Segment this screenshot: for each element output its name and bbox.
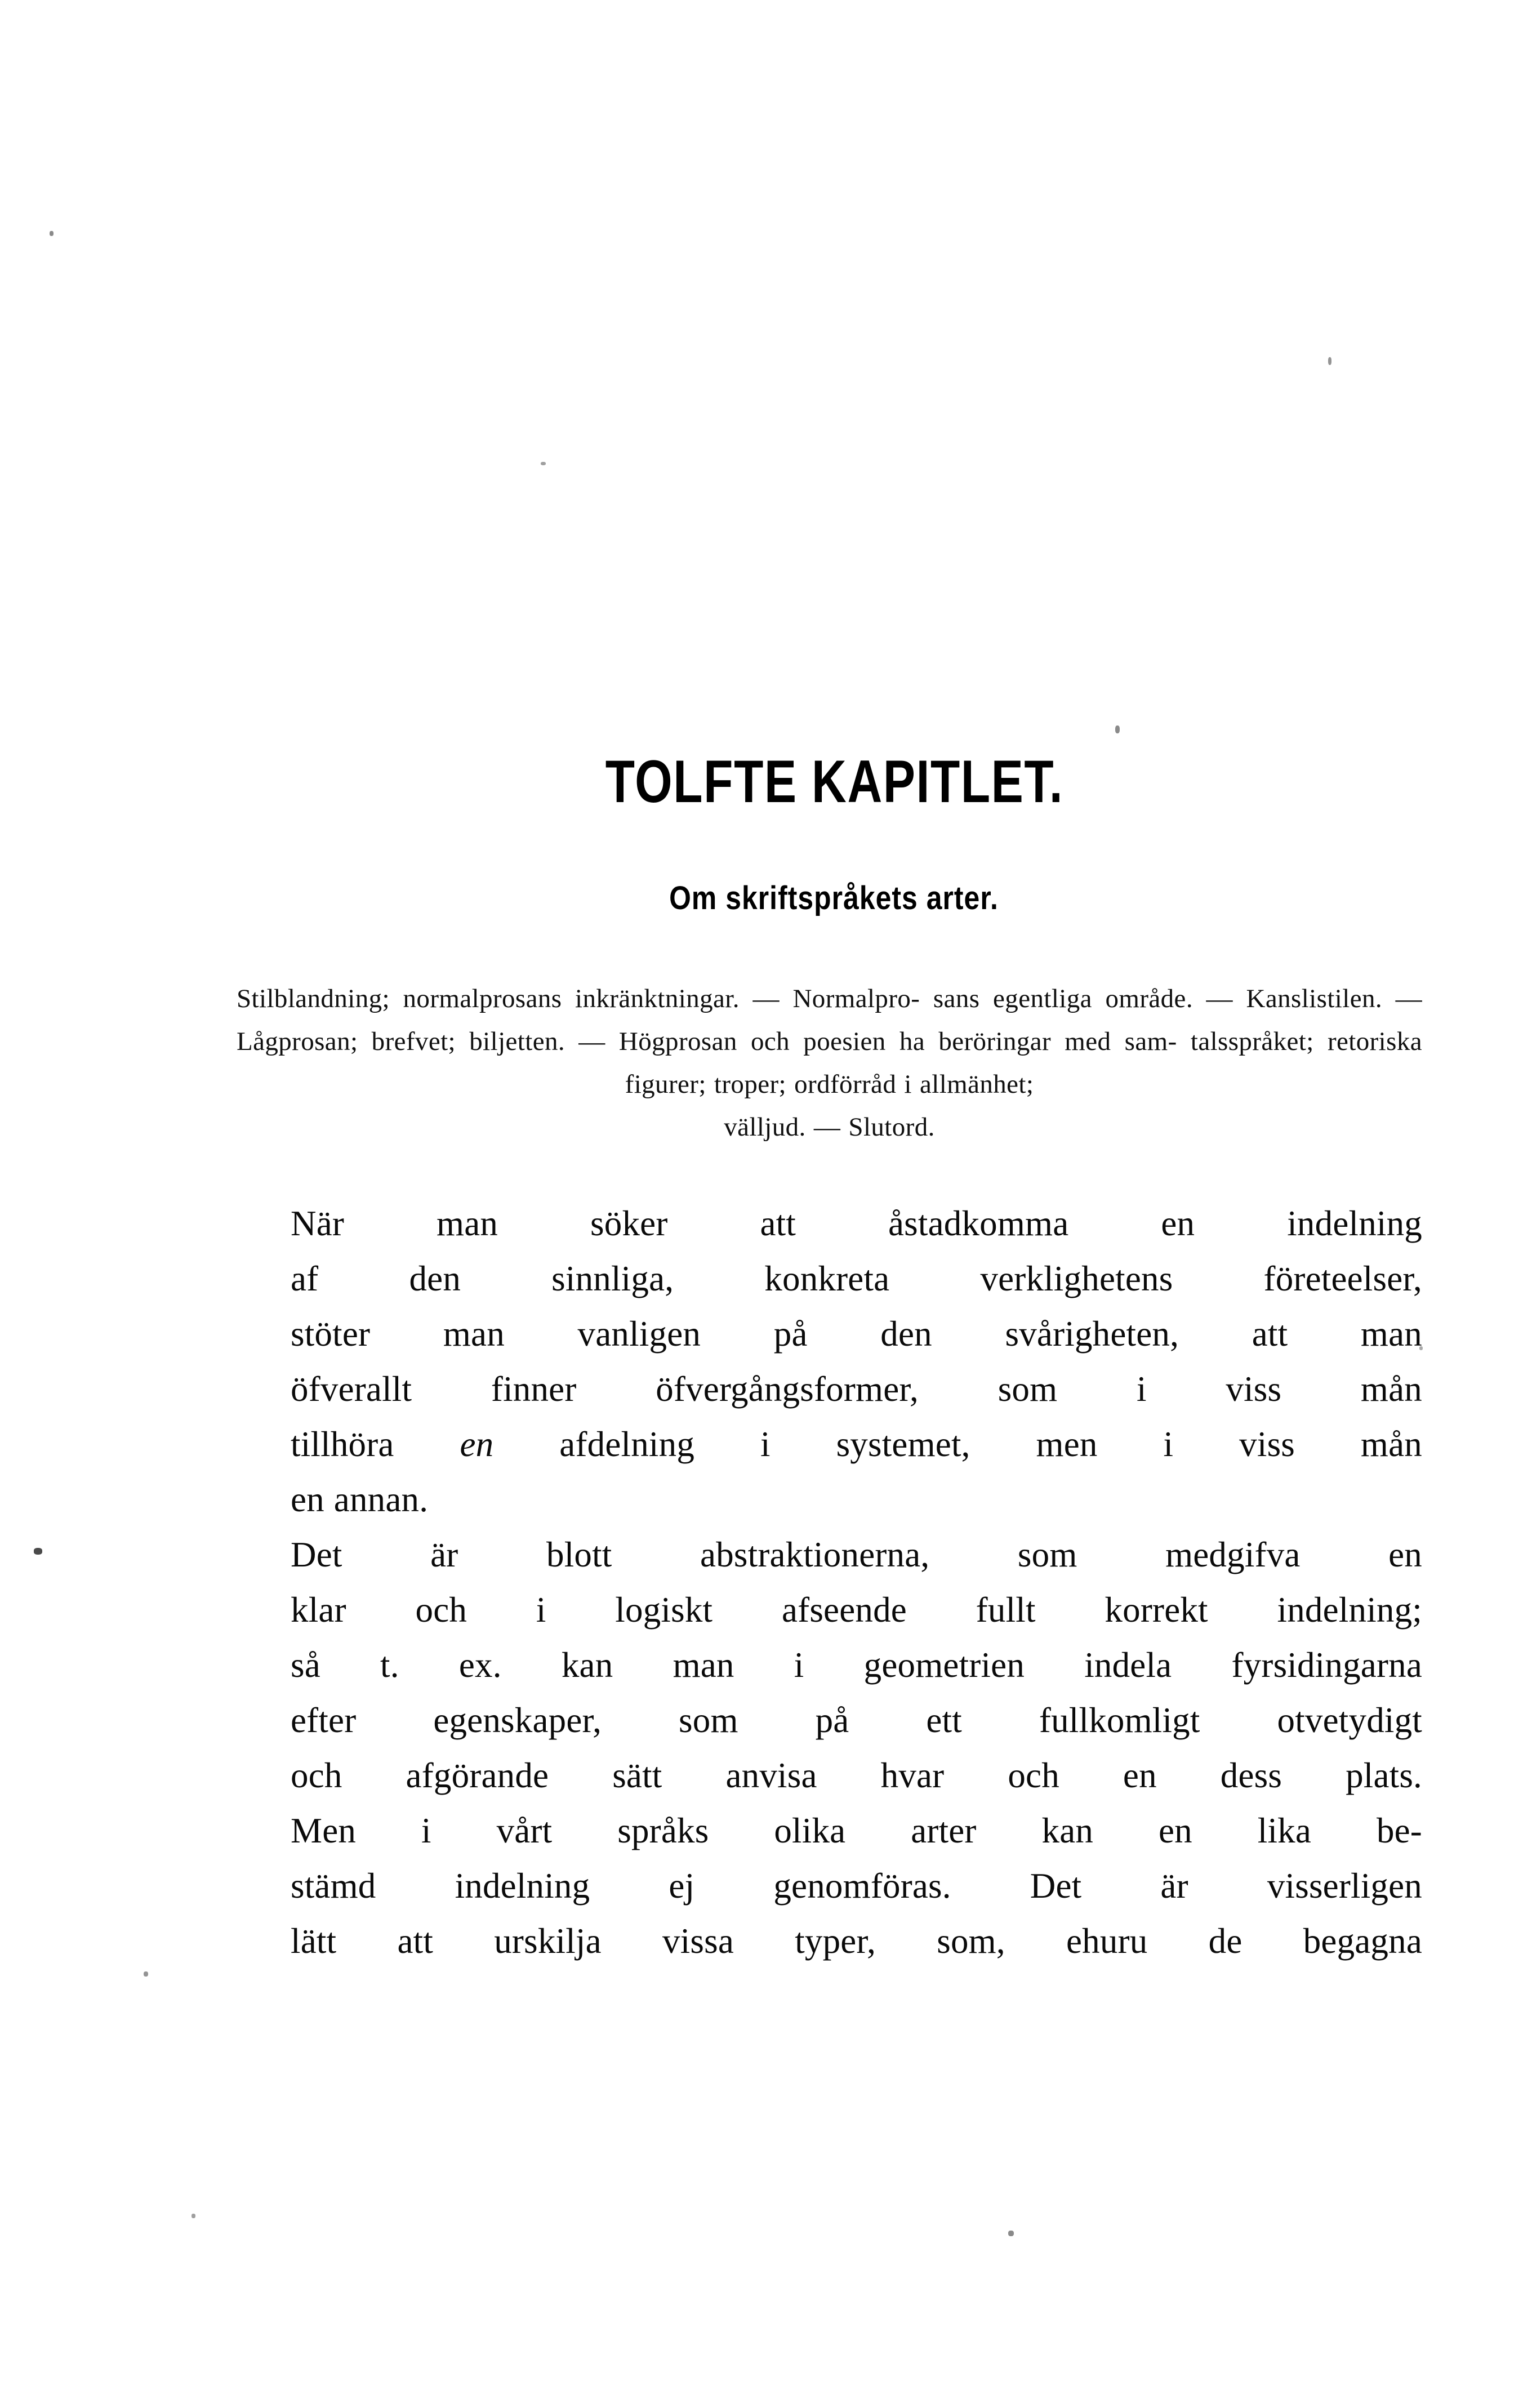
text-line: stöter man vanligen på den svårigheten, att man [291,1314,1422,1354]
text-line: Det är blott abstraktionerna, som medgifva en [291,1534,1422,1574]
body-text [237,1196,1422,1969]
text-column [237,749,1422,1969]
text-line: en annan. [291,1479,429,1519]
text-line: Men i vårt språks olika arter kan en lika be- [291,1810,1422,1850]
synopsis-last-line: välljud. — Slutord. [724,1112,935,1142]
synopsis-line: biljetten. — Högprosan och poesien ha beröringar med sam- [469,1026,1177,1056]
scan-speckle [144,1971,148,1977]
text-line: stämd indelning ej genomföras. Det är visserligen [291,1866,1422,1906]
scan-speckle [1115,725,1120,733]
scan-speckle [541,462,546,465]
paragraph-2 [237,1527,1422,1803]
scan-speckle [50,231,54,236]
synopsis-line: talsspråket; retoriska figurer; troper; ordförråd i allmänhet; [625,1026,1422,1099]
scan-speckle [192,2214,195,2218]
paragraph-3 [237,1803,1422,1969]
text-line: och afgörande sätt anvisa hvar och en dess plats. [291,1755,1422,1795]
paragraph-1 [237,1196,1422,1527]
text-line: När man söker att åstadkomma en indelning [291,1203,1422,1243]
text-line: af den sinnliga, konkreta verklighetens företeelser, [291,1258,1422,1298]
section-subtitle: Om skriftspråkets arter. [669,879,999,916]
scan-speckle [1008,2231,1014,2236]
synopsis-line: sans egentliga område. — Kanslistilen. — Lågprosan; brefvet; [237,983,1422,1056]
scan-speckle [34,1548,42,1555]
chapter-synopsis [237,977,1422,1149]
text-line: så t. ex. kan man i geometrien indela fyrsidingarna [291,1645,1422,1685]
scan-speckle [1328,357,1331,365]
chapter-title: TOLFTE KAPITLET. [605,747,1064,815]
text-line: efter egenskaper, som på ett fullkomligt otvetydigt [291,1700,1422,1740]
text-line: tillhöra en afdelning i systemet, men i viss mån [291,1424,1422,1464]
emphasis-word: en [460,1424,494,1464]
text-line: klar och i logiskt afseende fullt korrekt indelning; [291,1590,1422,1630]
text-line: öfverallt finner öfvergångsformer, som i viss mån [291,1369,1422,1409]
synopsis-line: Stilblandning; normalprosans inkränktningar. — Normalpro- [237,983,920,1013]
text-line: lätt att urskilja vissa typer, som, ehuru de begagna [291,1921,1422,1961]
